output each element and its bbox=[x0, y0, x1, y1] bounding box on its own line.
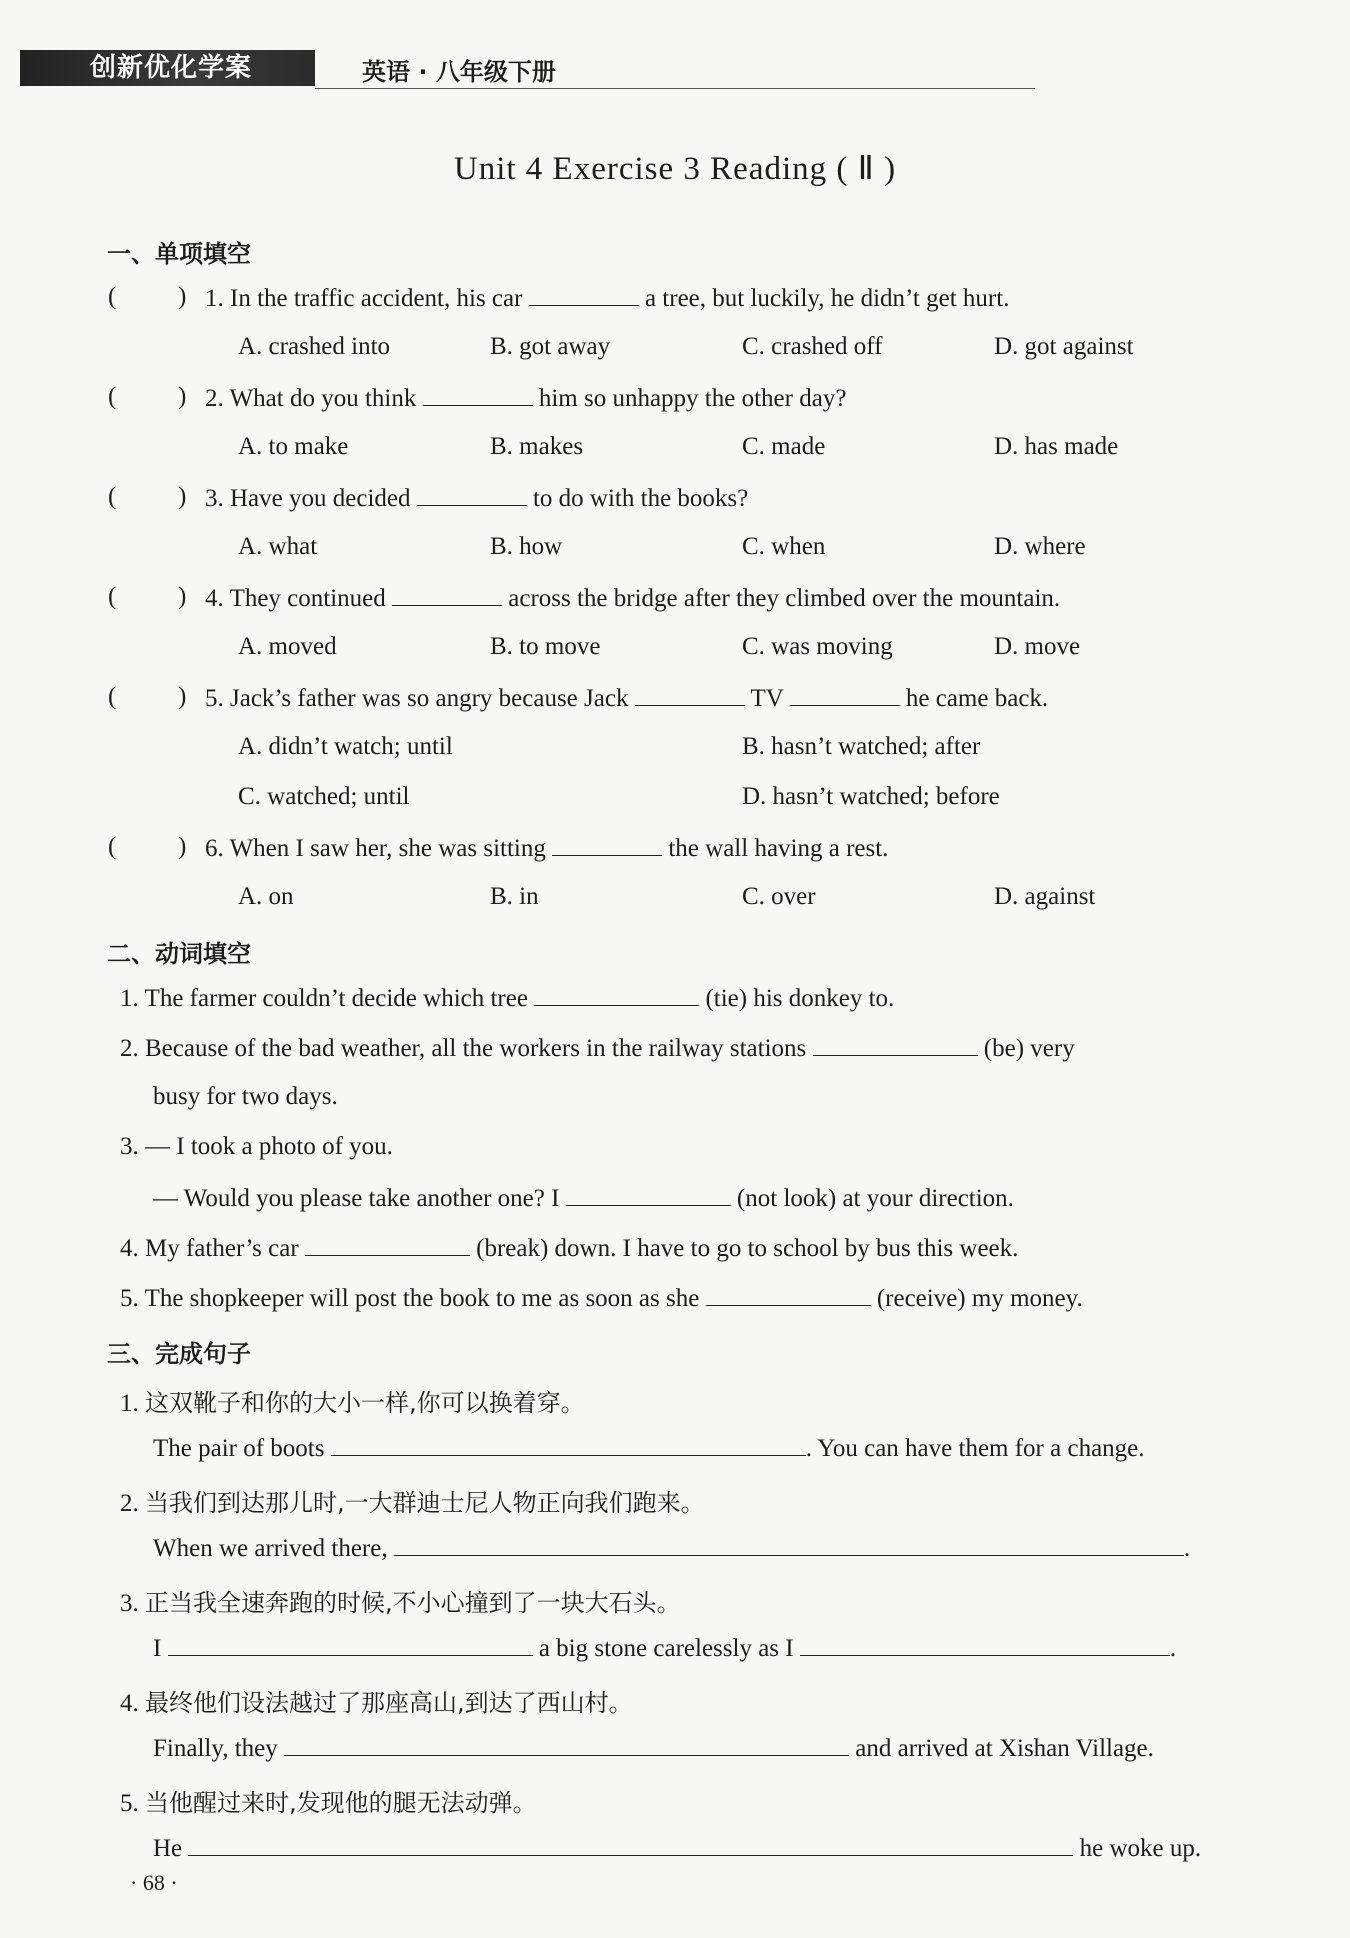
answer-paren[interactable]: ( bbox=[108, 383, 117, 410]
blank[interactable] bbox=[423, 383, 533, 406]
answer-paren[interactable]: ( bbox=[108, 833, 117, 860]
blank[interactable] bbox=[392, 583, 502, 606]
option[interactable]: D. hasn’t watched; before bbox=[742, 783, 1000, 810]
page-title: Unit 4 Exercise 3 Reading ( Ⅱ ) bbox=[453, 151, 897, 187]
blank[interactable] bbox=[813, 1033, 978, 1056]
verb-item-5: 5. The shopkeeper will post the book to me as soon as she (receive) my money. bbox=[120, 1285, 1083, 1312]
option[interactable]: D. has made bbox=[994, 433, 1119, 460]
option[interactable]: A. moved bbox=[238, 633, 337, 660]
question-5: 5. Jack’s father was so angry because Jack TV he came back. bbox=[205, 685, 1049, 712]
option[interactable]: D. got against bbox=[994, 333, 1134, 360]
blank[interactable] bbox=[331, 1433, 806, 1456]
sentence-4-prompt: 4. 最终他们设法越过了那座高山,到达了西山村。 bbox=[120, 1689, 633, 1717]
blank[interactable] bbox=[790, 683, 900, 706]
question-1: 1. In the traffic accident, his car a tree, but luckily, he didn’t get hurt. bbox=[205, 285, 1010, 312]
answer-paren[interactable]: ( bbox=[108, 583, 117, 610]
option[interactable]: A. to make bbox=[238, 433, 349, 460]
option[interactable]: C. crashed off bbox=[742, 333, 883, 360]
section1-heading: 一、单项填空 bbox=[107, 240, 251, 268]
option[interactable]: C. over bbox=[742, 883, 816, 910]
option[interactable]: D. move bbox=[994, 633, 1081, 660]
verb-item-2-cont: busy for two days. bbox=[153, 1083, 338, 1110]
blank[interactable] bbox=[168, 1633, 533, 1656]
answer-paren[interactable]: ( bbox=[108, 483, 117, 510]
sentence-1-prompt: 1. 这双靴子和你的大小一样,你可以换着穿。 bbox=[120, 1389, 585, 1417]
blank[interactable] bbox=[706, 1283, 871, 1306]
option[interactable]: B. hasn’t watched; after bbox=[742, 733, 981, 760]
blank[interactable] bbox=[800, 1633, 1170, 1656]
option[interactable]: B. how bbox=[490, 533, 563, 560]
blank[interactable] bbox=[552, 833, 662, 856]
question-4: 4. They continued across the bridge after they climbed over the mountain. bbox=[205, 585, 1061, 612]
sentence-4-answer: Finally, they and arrived at Xishan Village. bbox=[153, 1735, 1154, 1762]
section3-heading: 三、完成句子 bbox=[107, 1340, 251, 1368]
blank[interactable] bbox=[417, 483, 527, 506]
blank[interactable] bbox=[188, 1833, 1073, 1856]
option[interactable]: C. watched; until bbox=[238, 783, 410, 810]
blank[interactable] bbox=[635, 683, 745, 706]
sentence-2-prompt: 2. 当我们到达那儿时,一大群迪士尼人物正向我们跑来。 bbox=[120, 1489, 705, 1517]
brand-banner: 创新优化学案 bbox=[20, 50, 315, 86]
page-header bbox=[20, 50, 1300, 90]
option[interactable]: C. was moving bbox=[742, 633, 893, 660]
verb-item-3-reply: — Would you please take another one? I (not look) at your direction. bbox=[153, 1185, 1014, 1212]
answer-paren[interactable]: ( bbox=[108, 683, 117, 710]
option[interactable]: B. in bbox=[490, 883, 539, 910]
question-2: 2. What do you think him so unhappy the other day? bbox=[205, 385, 847, 412]
sentence-5-answer: He he woke up. bbox=[153, 1835, 1202, 1862]
sentence-2-answer: When we arrived there, . bbox=[153, 1535, 1191, 1562]
verb-item-3: 3. — I took a photo of you. bbox=[120, 1133, 393, 1160]
answer-paren-close: ) bbox=[178, 583, 187, 610]
answer-paren-close: ) bbox=[178, 683, 187, 710]
blank[interactable] bbox=[534, 983, 699, 1006]
sentence-3-answer: I a big stone carelessly as I . bbox=[153, 1635, 1177, 1662]
answer-paren-close: ) bbox=[178, 383, 187, 410]
sentence-3-prompt: 3. 正当我全速奔跑的时候,不小心撞到了一块大石头。 bbox=[120, 1589, 681, 1617]
answer-paren-close: ) bbox=[178, 283, 187, 310]
answer-paren-close: ) bbox=[178, 483, 187, 510]
subject-label: 英语 · 八年级下册 bbox=[362, 58, 556, 86]
answer-paren[interactable]: ( bbox=[108, 283, 117, 310]
verb-item-4: 4. My father’s car (break) down. I have to go to school by bus this week. bbox=[120, 1235, 1019, 1262]
option[interactable]: A. what bbox=[238, 533, 318, 560]
option[interactable]: D. against bbox=[994, 883, 1096, 910]
blank[interactable] bbox=[394, 1533, 1184, 1556]
question-6: 6. When I saw her, she was sitting the wall having a rest. bbox=[205, 835, 889, 862]
blank[interactable] bbox=[305, 1233, 470, 1256]
option[interactable]: D. where bbox=[994, 533, 1086, 560]
blank[interactable] bbox=[566, 1183, 731, 1206]
option[interactable]: C. made bbox=[742, 433, 826, 460]
verb-item-1: 1. The farmer couldn’t decide which tree (tie) his donkey to. bbox=[120, 985, 895, 1012]
option[interactable]: C. when bbox=[742, 533, 826, 560]
option[interactable]: A. didn’t watch; until bbox=[238, 733, 453, 760]
page-number: · 68 · bbox=[130, 1870, 178, 1895]
sentence-1-answer: The pair of boots . You can have them for a change. bbox=[153, 1435, 1145, 1462]
blank[interactable] bbox=[284, 1733, 849, 1756]
verb-item-2: 2. Because of the bad weather, all the workers in the railway stations (be) very bbox=[120, 1035, 1075, 1062]
option[interactable]: B. to move bbox=[490, 633, 601, 660]
option[interactable]: A. crashed into bbox=[238, 333, 391, 360]
header-rule bbox=[315, 88, 1035, 89]
option[interactable]: A. on bbox=[238, 883, 294, 910]
answer-paren-close: ) bbox=[178, 833, 187, 860]
option[interactable]: B. got away bbox=[490, 333, 611, 360]
sentence-5-prompt: 5. 当他醒过来时,发现他的腿无法动弹。 bbox=[120, 1789, 537, 1817]
option[interactable]: B. makes bbox=[490, 433, 584, 460]
blank[interactable] bbox=[529, 283, 639, 306]
question-3: 3. Have you decided to do with the books? bbox=[205, 485, 749, 512]
section2-heading: 二、动词填空 bbox=[107, 940, 251, 968]
